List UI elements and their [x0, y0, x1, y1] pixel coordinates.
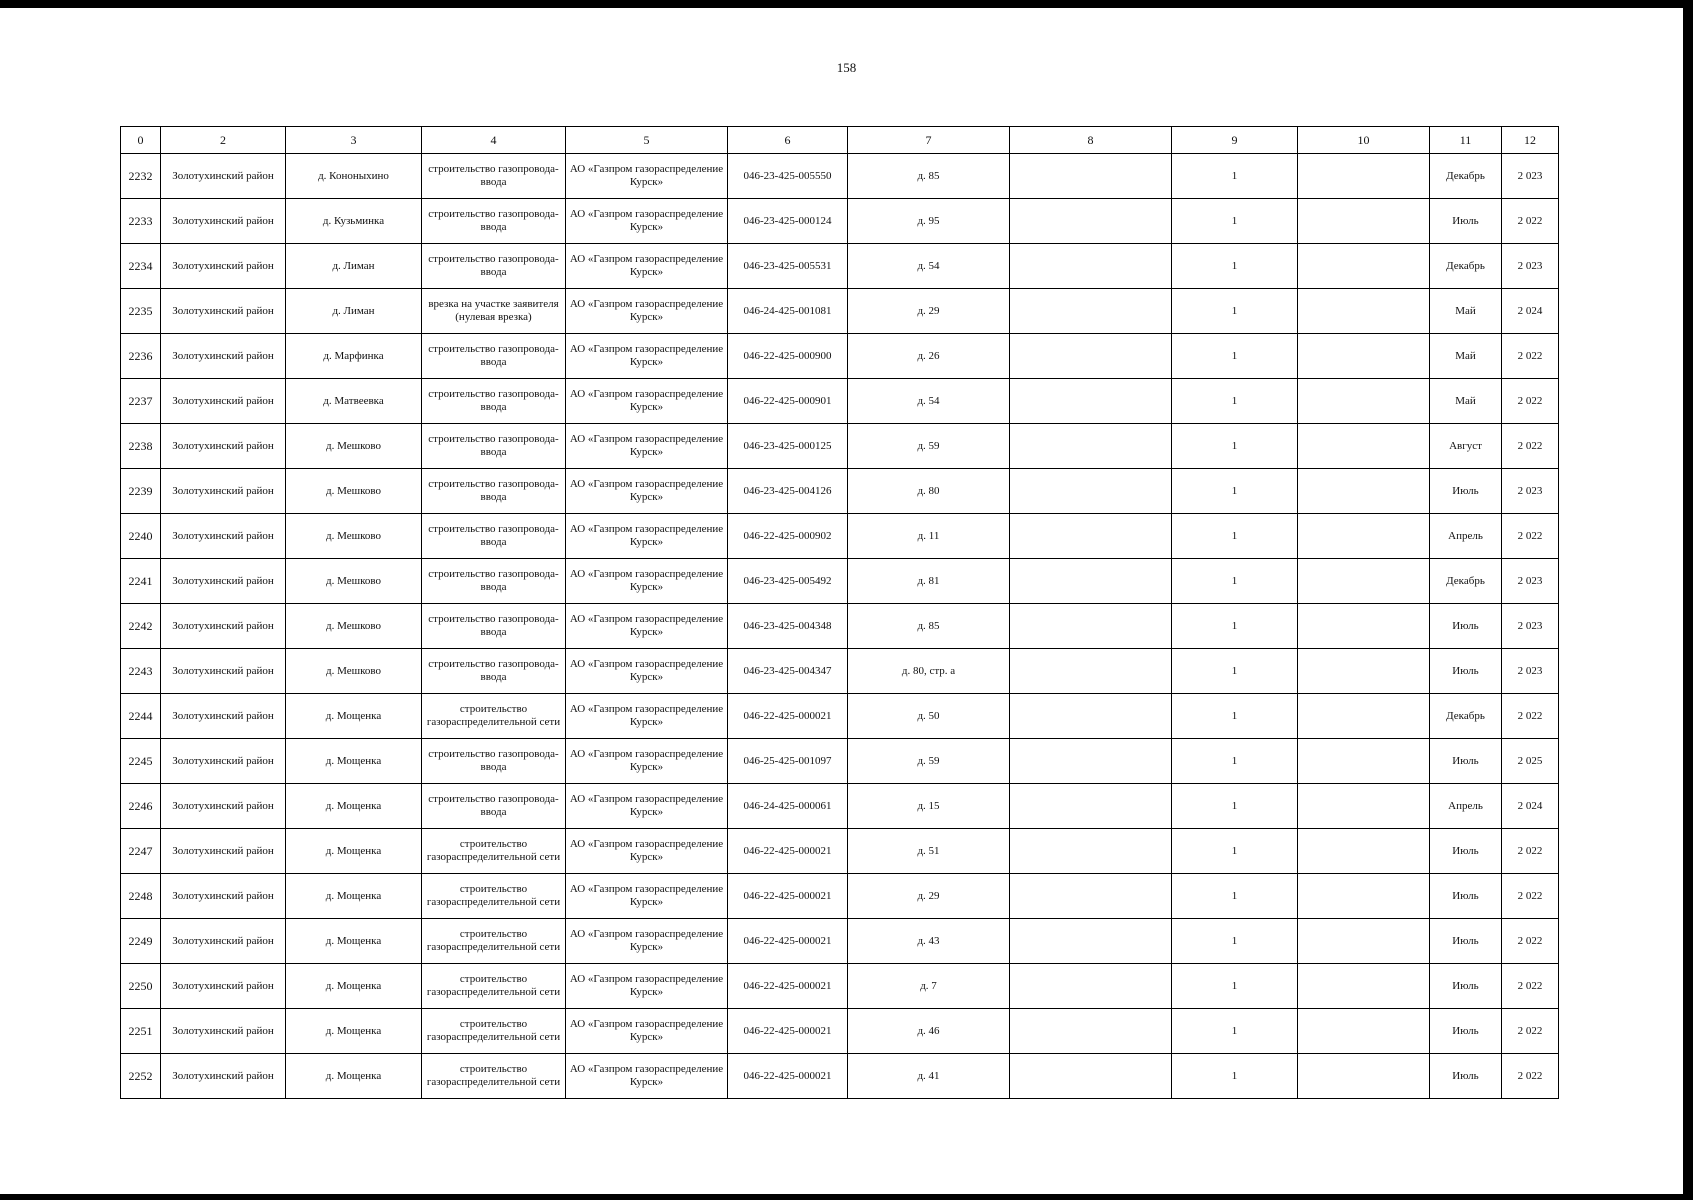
- district-cell: Золотухинский район: [161, 874, 286, 919]
- table-row: [121, 784, 1559, 829]
- locality-cell: д. Мешково: [286, 604, 422, 649]
- work-type-cell: строительство газопровода-ввода: [422, 154, 566, 199]
- quantity-cell: 1: [1172, 379, 1298, 424]
- column-8-cell: [1010, 244, 1172, 289]
- year-cell: 2 022: [1502, 694, 1559, 739]
- quantity-cell: 1: [1172, 874, 1298, 919]
- year-cell: 2 025: [1502, 739, 1559, 784]
- column-header: 5: [566, 127, 728, 154]
- application-code-cell: 046-22-425-000901: [728, 379, 848, 424]
- quantity-cell: 1: [1172, 559, 1298, 604]
- column-header: 11: [1430, 127, 1502, 154]
- application-code-cell: 046-22-425-000021: [728, 1009, 848, 1054]
- month-cell: Июль: [1430, 469, 1502, 514]
- column-10-cell: [1298, 694, 1430, 739]
- organization-cell: АО «Газпром газораспределение Курск»: [566, 739, 728, 784]
- quantity-cell: 1: [1172, 739, 1298, 784]
- quantity-cell: 1: [1172, 289, 1298, 334]
- row-number-cell: 2238: [121, 424, 161, 469]
- locality-cell: д. Мешково: [286, 424, 422, 469]
- address-cell: д. 7: [848, 964, 1010, 1009]
- column-8-cell: [1010, 739, 1172, 784]
- column-8-cell: [1010, 649, 1172, 694]
- organization-cell: АО «Газпром газораспределение Курск»: [566, 514, 728, 559]
- year-cell: 2 022: [1502, 874, 1559, 919]
- quantity-cell: 1: [1172, 199, 1298, 244]
- column-10-cell: [1298, 829, 1430, 874]
- work-type-cell: строительство газопровода-ввода: [422, 469, 566, 514]
- application-code-cell: 046-22-425-000021: [728, 919, 848, 964]
- column-10-cell: [1298, 289, 1430, 334]
- application-code-cell: 046-23-425-004347: [728, 649, 848, 694]
- table-row: [121, 964, 1559, 1009]
- month-cell: Май: [1430, 334, 1502, 379]
- column-10-cell: [1298, 784, 1430, 829]
- month-cell: Декабрь: [1430, 154, 1502, 199]
- column-10-cell: [1298, 559, 1430, 604]
- year-cell: 2 023: [1502, 244, 1559, 289]
- district-cell: Золотухинский район: [161, 289, 286, 334]
- row-number-cell: 2246: [121, 784, 161, 829]
- table-row: [121, 1054, 1559, 1099]
- row-number-cell: 2247: [121, 829, 161, 874]
- row-number-cell: 2248: [121, 874, 161, 919]
- table-row: [121, 604, 1559, 649]
- work-type-cell: строительство газопровода-ввода: [422, 379, 566, 424]
- row-number-cell: 2233: [121, 199, 161, 244]
- year-cell: 2 022: [1502, 1054, 1559, 1099]
- column-header: 8: [1010, 127, 1172, 154]
- month-cell: Июль: [1430, 604, 1502, 649]
- locality-cell: д. Мощенка: [286, 694, 422, 739]
- column-header: 3: [286, 127, 422, 154]
- row-number-cell: 2237: [121, 379, 161, 424]
- organization-cell: АО «Газпром газораспределение Курск»: [566, 334, 728, 379]
- address-cell: д. 85: [848, 604, 1010, 649]
- application-code-cell: 046-22-425-000021: [728, 874, 848, 919]
- organization-cell: АО «Газпром газораспределение Курск»: [566, 649, 728, 694]
- row-number-cell: 2244: [121, 694, 161, 739]
- month-cell: Июль: [1430, 919, 1502, 964]
- column-10-cell: [1298, 469, 1430, 514]
- quantity-cell: 1: [1172, 514, 1298, 559]
- quantity-cell: 1: [1172, 649, 1298, 694]
- column-8-cell: [1010, 829, 1172, 874]
- address-cell: д. 59: [848, 739, 1010, 784]
- quantity-cell: 1: [1172, 1054, 1298, 1099]
- application-code-cell: 046-23-425-004126: [728, 469, 848, 514]
- application-code-cell: 046-22-425-000021: [728, 829, 848, 874]
- district-cell: Золотухинский район: [161, 739, 286, 784]
- table-row: [121, 514, 1559, 559]
- column-header: 10: [1298, 127, 1430, 154]
- registry-table: [120, 126, 1559, 1099]
- work-type-cell: строительство газопровода-ввода: [422, 784, 566, 829]
- table-row: [121, 694, 1559, 739]
- column-10-cell: [1298, 964, 1430, 1009]
- month-cell: Декабрь: [1430, 559, 1502, 604]
- row-number-cell: 2235: [121, 289, 161, 334]
- month-cell: Июль: [1430, 1054, 1502, 1099]
- month-cell: Май: [1430, 379, 1502, 424]
- organization-cell: АО «Газпром газораспределение Курск»: [566, 784, 728, 829]
- locality-cell: д. Мощенка: [286, 964, 422, 1009]
- organization-cell: АО «Газпром газораспределение Курск»: [566, 829, 728, 874]
- organization-cell: АО «Газпром газораспределение Курск»: [566, 1054, 728, 1099]
- locality-cell: д. Марфинка: [286, 334, 422, 379]
- district-cell: Золотухинский район: [161, 784, 286, 829]
- locality-cell: д. Мешково: [286, 514, 422, 559]
- year-cell: 2 022: [1502, 829, 1559, 874]
- table-row: [121, 559, 1559, 604]
- district-cell: Золотухинский район: [161, 649, 286, 694]
- month-cell: Апрель: [1430, 514, 1502, 559]
- year-cell: 2 023: [1502, 604, 1559, 649]
- address-cell: д. 50: [848, 694, 1010, 739]
- quantity-cell: 1: [1172, 244, 1298, 289]
- address-cell: д. 59: [848, 424, 1010, 469]
- month-cell: Декабрь: [1430, 244, 1502, 289]
- locality-cell: д. Мощенка: [286, 784, 422, 829]
- district-cell: Золотухинский район: [161, 1054, 286, 1099]
- year-cell: 2 022: [1502, 334, 1559, 379]
- header-row: [121, 127, 1559, 154]
- work-type-cell: строительство газопровода-ввода: [422, 424, 566, 469]
- application-code-cell: 046-23-425-005531: [728, 244, 848, 289]
- quantity-cell: 1: [1172, 424, 1298, 469]
- work-type-cell: строительство газораспределительной сети: [422, 919, 566, 964]
- organization-cell: АО «Газпром газораспределение Курск»: [566, 379, 728, 424]
- locality-cell: д. Мощенка: [286, 919, 422, 964]
- column-8-cell: [1010, 424, 1172, 469]
- column-8-cell: [1010, 154, 1172, 199]
- locality-cell: д. Кузьминка: [286, 199, 422, 244]
- locality-cell: д. Матвеевка: [286, 379, 422, 424]
- work-type-cell: строительство газопровода-ввода: [422, 244, 566, 289]
- locality-cell: д. Мешково: [286, 649, 422, 694]
- year-cell: 2 024: [1502, 784, 1559, 829]
- column-8-cell: [1010, 514, 1172, 559]
- application-code-cell: 046-22-425-000900: [728, 334, 848, 379]
- district-cell: Золотухинский район: [161, 559, 286, 604]
- year-cell: 2 022: [1502, 199, 1559, 244]
- year-cell: 2 022: [1502, 919, 1559, 964]
- quantity-cell: 1: [1172, 964, 1298, 1009]
- application-code-cell: 046-23-425-000124: [728, 199, 848, 244]
- table-row: [121, 919, 1559, 964]
- application-code-cell: 046-22-425-000021: [728, 694, 848, 739]
- district-cell: Золотухинский район: [161, 604, 286, 649]
- column-header: 0: [121, 127, 161, 154]
- table-row: [121, 649, 1559, 694]
- column-8-cell: [1010, 874, 1172, 919]
- work-type-cell: строительство газопровода-ввода: [422, 199, 566, 244]
- district-cell: Золотухинский район: [161, 244, 286, 289]
- application-code-cell: 046-24-425-000061: [728, 784, 848, 829]
- organization-cell: АО «Газпром газораспределение Курск»: [566, 289, 728, 334]
- application-code-cell: 046-23-425-004348: [728, 604, 848, 649]
- locality-cell: д. Мощенка: [286, 1054, 422, 1099]
- scan-border-bottom: [0, 1194, 1693, 1200]
- organization-cell: АО «Газпром газораспределение Курск»: [566, 604, 728, 649]
- year-cell: 2 023: [1502, 649, 1559, 694]
- month-cell: Апрель: [1430, 784, 1502, 829]
- table-row: [121, 874, 1559, 919]
- column-10-cell: [1298, 874, 1430, 919]
- district-cell: Золотухинский район: [161, 1009, 286, 1054]
- application-code-cell: 046-23-425-005550: [728, 154, 848, 199]
- application-code-cell: 046-23-425-000125: [728, 424, 848, 469]
- work-type-cell: врезка на участке заявителя (нулевая врезка): [422, 289, 566, 334]
- column-10-cell: [1298, 1054, 1430, 1099]
- work-type-cell: строительство газораспределительной сети: [422, 1009, 566, 1054]
- column-10-cell: [1298, 1009, 1430, 1054]
- address-cell: д. 41: [848, 1054, 1010, 1099]
- table-row: [121, 334, 1559, 379]
- column-10-cell: [1298, 604, 1430, 649]
- locality-cell: д. Лиман: [286, 289, 422, 334]
- row-number-cell: 2252: [121, 1054, 161, 1099]
- address-cell: д. 81: [848, 559, 1010, 604]
- work-type-cell: строительство газопровода-ввода: [422, 604, 566, 649]
- scan-border-top: [0, 0, 1693, 8]
- organization-cell: АО «Газпром газораспределение Курск»: [566, 919, 728, 964]
- column-8-cell: [1010, 964, 1172, 1009]
- table-row: [121, 829, 1559, 874]
- quantity-cell: 1: [1172, 154, 1298, 199]
- row-number-cell: 2232: [121, 154, 161, 199]
- year-cell: 2 023: [1502, 154, 1559, 199]
- locality-cell: д. Мощенка: [286, 1009, 422, 1054]
- organization-cell: АО «Газпром газораспределение Курск»: [566, 199, 728, 244]
- column-8-cell: [1010, 559, 1172, 604]
- organization-cell: АО «Газпром газораспределение Курск»: [566, 424, 728, 469]
- year-cell: 2 022: [1502, 1009, 1559, 1054]
- year-cell: 2 024: [1502, 289, 1559, 334]
- district-cell: Золотухинский район: [161, 379, 286, 424]
- district-cell: Золотухинский район: [161, 424, 286, 469]
- row-number-cell: 2234: [121, 244, 161, 289]
- quantity-cell: 1: [1172, 829, 1298, 874]
- locality-cell: д. Мощенка: [286, 829, 422, 874]
- table-row: [121, 424, 1559, 469]
- organization-cell: АО «Газпром газораспределение Курск»: [566, 469, 728, 514]
- month-cell: Июль: [1430, 649, 1502, 694]
- row-number-cell: 2250: [121, 964, 161, 1009]
- column-10-cell: [1298, 244, 1430, 289]
- address-cell: д. 85: [848, 154, 1010, 199]
- row-number-cell: 2241: [121, 559, 161, 604]
- column-8-cell: [1010, 469, 1172, 514]
- row-number-cell: 2242: [121, 604, 161, 649]
- column-8-cell: [1010, 379, 1172, 424]
- column-8-cell: [1010, 289, 1172, 334]
- table-row: [121, 199, 1559, 244]
- year-cell: 2 022: [1502, 424, 1559, 469]
- month-cell: Июль: [1430, 829, 1502, 874]
- application-code-cell: 046-22-425-000021: [728, 964, 848, 1009]
- month-cell: Май: [1430, 289, 1502, 334]
- column-8-cell: [1010, 919, 1172, 964]
- table-row: [121, 289, 1559, 334]
- table-row: [121, 739, 1559, 784]
- month-cell: Июль: [1430, 964, 1502, 1009]
- column-8-cell: [1010, 604, 1172, 649]
- work-type-cell: строительство газораспределительной сети: [422, 964, 566, 1009]
- column-header: 4: [422, 127, 566, 154]
- row-number-cell: 2236: [121, 334, 161, 379]
- year-cell: 2 022: [1502, 964, 1559, 1009]
- address-cell: д. 46: [848, 1009, 1010, 1054]
- quantity-cell: 1: [1172, 694, 1298, 739]
- application-code-cell: 046-24-425-001081: [728, 289, 848, 334]
- address-cell: д. 95: [848, 199, 1010, 244]
- column-10-cell: [1298, 334, 1430, 379]
- column-10-cell: [1298, 649, 1430, 694]
- registry-body: [121, 154, 1559, 1099]
- address-cell: д. 26: [848, 334, 1010, 379]
- table-row: [121, 469, 1559, 514]
- column-10-cell: [1298, 424, 1430, 469]
- address-cell: д. 43: [848, 919, 1010, 964]
- district-cell: Золотухинский район: [161, 154, 286, 199]
- application-code-cell: 046-25-425-001097: [728, 739, 848, 784]
- district-cell: Золотухинский район: [161, 829, 286, 874]
- column-10-cell: [1298, 199, 1430, 244]
- row-number-cell: 2239: [121, 469, 161, 514]
- work-type-cell: строительство газопровода-ввода: [422, 334, 566, 379]
- work-type-cell: строительство газораспределительной сети: [422, 1054, 566, 1099]
- month-cell: Июль: [1430, 874, 1502, 919]
- quantity-cell: 1: [1172, 919, 1298, 964]
- organization-cell: АО «Газпром газораспределение Курск»: [566, 964, 728, 1009]
- column-10-cell: [1298, 514, 1430, 559]
- column-10-cell: [1298, 379, 1430, 424]
- address-cell: д. 80, стр. а: [848, 649, 1010, 694]
- organization-cell: АО «Газпром газораспределение Курск»: [566, 1009, 728, 1054]
- month-cell: Декабрь: [1430, 694, 1502, 739]
- row-number-cell: 2240: [121, 514, 161, 559]
- year-cell: 2 022: [1502, 379, 1559, 424]
- row-number-cell: 2251: [121, 1009, 161, 1054]
- work-type-cell: строительство газораспределительной сети: [422, 829, 566, 874]
- column-10-cell: [1298, 739, 1430, 784]
- column-8-cell: [1010, 1054, 1172, 1099]
- organization-cell: АО «Газпром газораспределение Курск»: [566, 154, 728, 199]
- quantity-cell: 1: [1172, 1009, 1298, 1054]
- month-cell: Август: [1430, 424, 1502, 469]
- organization-cell: АО «Газпром газораспределение Курск»: [566, 874, 728, 919]
- work-type-cell: строительство газопровода-ввода: [422, 649, 566, 694]
- locality-cell: д. Мощенка: [286, 739, 422, 784]
- row-number-cell: 2245: [121, 739, 161, 784]
- work-type-cell: строительство газораспределительной сети: [422, 874, 566, 919]
- locality-cell: д. Мешково: [286, 559, 422, 604]
- page-number: 158: [836, 60, 857, 75]
- column-8-cell: [1010, 334, 1172, 379]
- table-row: [121, 244, 1559, 289]
- month-cell: Июль: [1430, 1009, 1502, 1054]
- address-cell: д. 29: [848, 289, 1010, 334]
- organization-cell: АО «Газпром газораспределение Курск»: [566, 694, 728, 739]
- organization-cell: АО «Газпром газораспределение Курск»: [566, 559, 728, 604]
- address-cell: д. 54: [848, 244, 1010, 289]
- locality-cell: д. Мешково: [286, 469, 422, 514]
- address-cell: д. 29: [848, 874, 1010, 919]
- address-cell: д. 11: [848, 514, 1010, 559]
- locality-cell: д. Мощенка: [286, 874, 422, 919]
- scan-border-right: [1683, 0, 1693, 1200]
- column-header: 7: [848, 127, 1010, 154]
- address-cell: д. 51: [848, 829, 1010, 874]
- quantity-cell: 1: [1172, 604, 1298, 649]
- column-header: 6: [728, 127, 848, 154]
- table-row: [121, 154, 1559, 199]
- month-cell: Июль: [1430, 739, 1502, 784]
- column-header: 12: [1502, 127, 1559, 154]
- column-8-cell: [1010, 199, 1172, 244]
- address-cell: д. 15: [848, 784, 1010, 829]
- quantity-cell: 1: [1172, 334, 1298, 379]
- district-cell: Золотухинский район: [161, 199, 286, 244]
- address-cell: д. 80: [848, 469, 1010, 514]
- row-number-cell: 2249: [121, 919, 161, 964]
- column-header: 2: [161, 127, 286, 154]
- column-10-cell: [1298, 919, 1430, 964]
- organization-cell: АО «Газпром газораспределение Курск»: [566, 244, 728, 289]
- work-type-cell: строительство газопровода-ввода: [422, 514, 566, 559]
- district-cell: Золотухинский район: [161, 334, 286, 379]
- column-10-cell: [1298, 154, 1430, 199]
- quantity-cell: 1: [1172, 469, 1298, 514]
- column-8-cell: [1010, 784, 1172, 829]
- year-cell: 2 023: [1502, 559, 1559, 604]
- work-type-cell: строительство газопровода-ввода: [422, 739, 566, 784]
- year-cell: 2 023: [1502, 469, 1559, 514]
- district-cell: Золотухинский район: [161, 964, 286, 1009]
- table-row: [121, 379, 1559, 424]
- table-row: [121, 1009, 1559, 1054]
- work-type-cell: строительство газораспределительной сети: [422, 694, 566, 739]
- application-code-cell: 046-23-425-005492: [728, 559, 848, 604]
- district-cell: Золотухинский район: [161, 694, 286, 739]
- row-number-cell: 2243: [121, 649, 161, 694]
- application-code-cell: 046-22-425-000902: [728, 514, 848, 559]
- application-code-cell: 046-22-425-000021: [728, 1054, 848, 1099]
- locality-cell: д. Лиман: [286, 244, 422, 289]
- column-header: 9: [1172, 127, 1298, 154]
- address-cell: д. 54: [848, 379, 1010, 424]
- year-cell: 2 022: [1502, 514, 1559, 559]
- district-cell: Золотухинский район: [161, 469, 286, 514]
- work-type-cell: строительство газопровода-ввода: [422, 559, 566, 604]
- column-8-cell: [1010, 694, 1172, 739]
- column-8-cell: [1010, 1009, 1172, 1054]
- district-cell: Золотухинский район: [161, 514, 286, 559]
- locality-cell: д. Кононыхино: [286, 154, 422, 199]
- district-cell: Золотухинский район: [161, 919, 286, 964]
- quantity-cell: 1: [1172, 784, 1298, 829]
- month-cell: Июль: [1430, 199, 1502, 244]
